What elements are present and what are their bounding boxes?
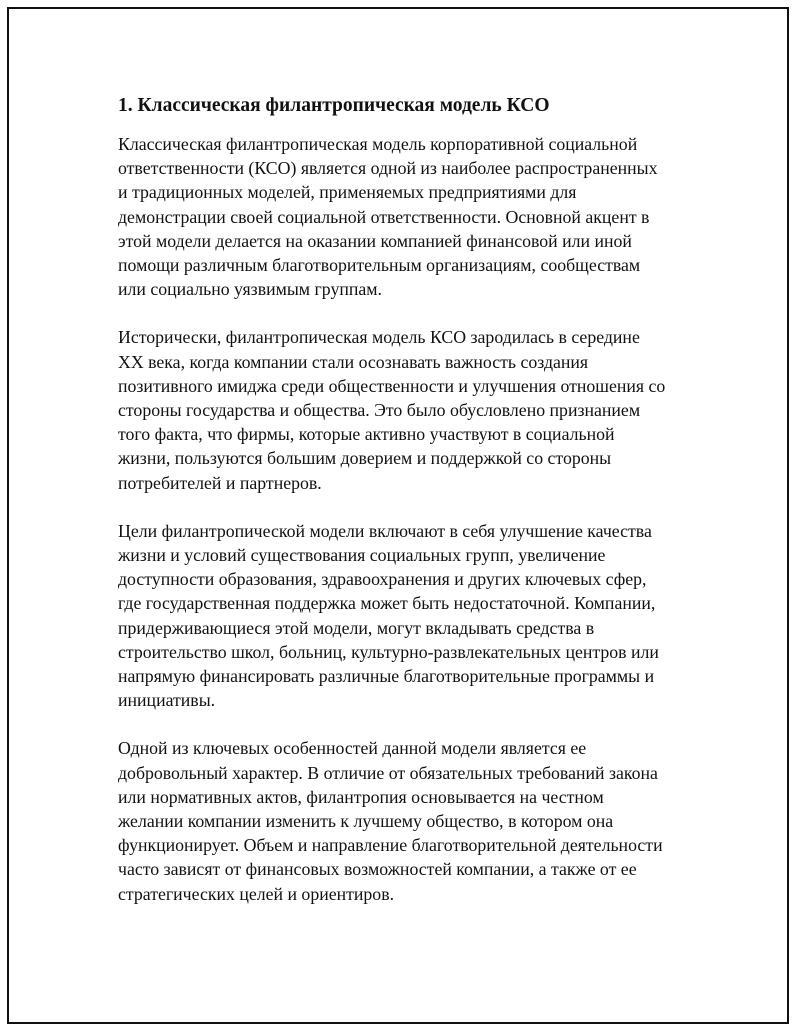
text-line: напрямую финансировать различные благотворительные программы и [118,666,655,687]
text-line: Одной из ключевых особенностей данной модели является ее [118,738,587,759]
text-line: ответственности (КСО) является одной из наиболее распространенных [118,158,658,179]
text-line: Цели филантропической модели включают в себя улучшение качества [118,520,652,541]
text-line: доступности образования, здравоохранения и других ключевых сфер, [118,569,647,590]
text-line: и традиционных моделей, применяемых предприятиями для [118,182,577,203]
text-line: стратегических целей и ориентиров. [118,883,395,904]
text-line: жизни, пользуются большим доверием и поддержкой со стороны [118,448,612,469]
section-title: 1. Классическая филантропическая модель КСО [118,95,550,116]
text-line: того факта, что фирмы, которые активно участвуют в социальной [118,424,615,445]
text-line: стороны государства и общества. Это было обусловлено признанием [118,400,641,421]
text-line: или социально уязвимым группам. [118,279,382,300]
text-line: жизни и условий существования социальных групп, увеличение [118,545,606,566]
text-line: придерживающиеся этой модели, могут вкладывать средства в [118,617,595,638]
text-line: демонстрации своей социальной ответственности. Основной акцент в [118,206,650,227]
paragraph-3 [118,519,698,713]
text-line: XX века, когда компании стали осознавать важность создания [118,351,589,372]
paragraph-1 [118,132,698,301]
paragraph-4 [118,736,698,905]
text-line: строительство школ, больниц, культурно-развлекательных центров или [118,641,659,662]
text-line: функционирует. Объем и направление благотворительной деятельности [118,835,663,856]
text-line: инициативы. [118,690,216,711]
text-line: добровольный характер. В отличие от обязательных требований закона [118,762,658,783]
document-body [118,92,698,930]
text-line: Классическая филантропическая модель корпоративной социальной [118,134,638,154]
text-line: Исторически, филантропическая модель КСО зародилась в середине [118,327,640,348]
text-line: помощи различным благотворительным организациям, сообществам [118,255,641,276]
text-line: желании компании изменить к лучшему общество, в котором она [118,811,614,832]
text-line: потребителей и партнеров. [118,472,322,493]
text-line: часто зависят от финансовых возможностей компании, а также от ее [118,859,637,880]
text-line: или нормативных актов, филантропия основывается на честном [118,786,604,807]
text-line: позитивного имиджа среди общественности и улучшения отношения со [118,375,666,396]
paragraph-2 [118,325,698,494]
text-line: где государственная поддержка может быть недостаточной. Компании, [118,593,656,614]
text-line: этой модели делается на оказании компанией финансовой или иной [118,230,632,251]
